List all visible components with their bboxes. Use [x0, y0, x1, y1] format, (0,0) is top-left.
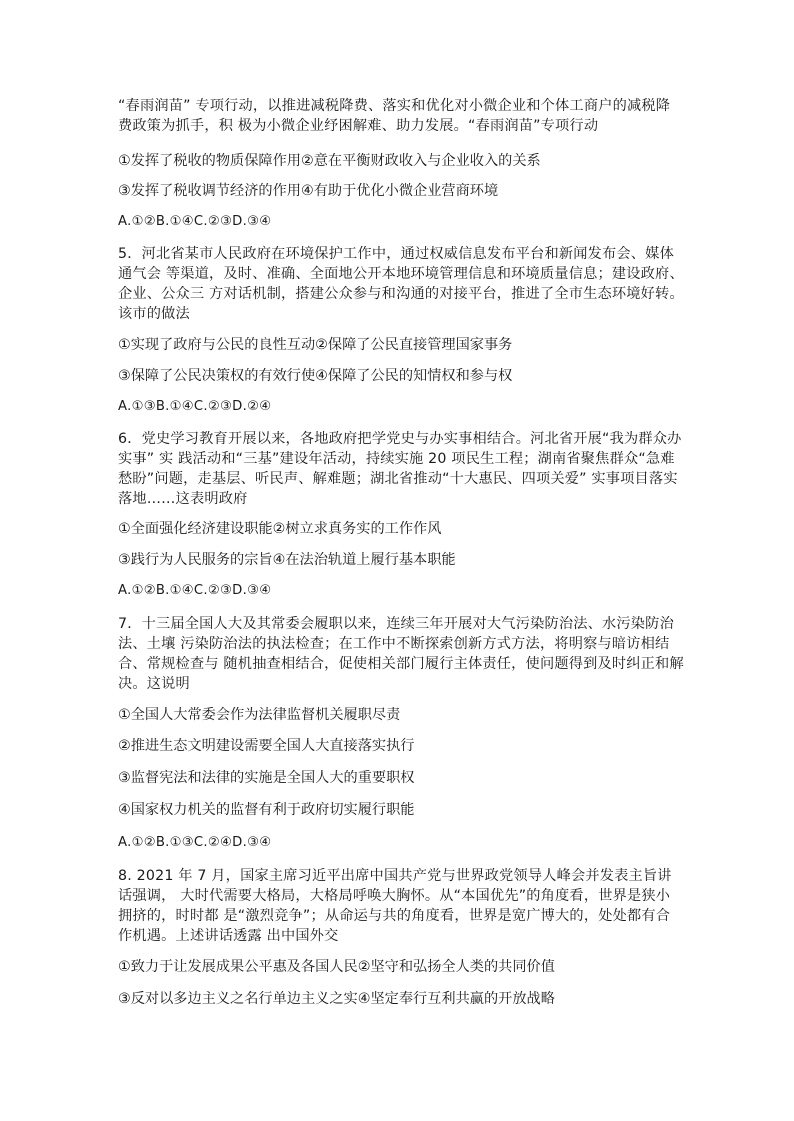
question-6-options-1-2: ①全面强化经济建设职能②树立求真务实的工作作风 [118, 521, 442, 537]
question-6 [118, 429, 684, 509]
question-7-option-4: ④国家权力机关的监督有利于政府切实履行职能 [118, 802, 415, 818]
question-7-answer-choices: A.①②B.①③C.②④D.③④ [118, 835, 272, 850]
question-8-options-1-2: ①致力于让发展成果公平惠及各国人民②坚守和弘扬全人类的共同价值 [118, 959, 555, 975]
question-7-option-1: ①全国人大常委会作为法律监督机关履职尽责 [118, 707, 401, 723]
question-5-options-3-4: ③保障了公民决策权的有效行使④保障了公民的知情权和参与权 [118, 368, 513, 384]
question-5-answer-choices: A.①③B.①④C.②③D.②④ [118, 399, 272, 414]
question-6-stem: 6．党史学习教育开展以来，各地政府把学党史与办实事相结合。河北省开展“我为群众办实事” 实 践活动和“三基”建设年活动，持续实施 20 项民生工程；湖南省聚焦群众“急难愁盼”问题，走基层、听民声、解难题；湖北省推动“十大惠民、四项关爱” 实事项目落实落地……这表明政府 [118, 431, 682, 507]
question-5-options-1-2: ①实现了政府与公民的良性互动②保障了公民直接管理国家事务 [118, 337, 513, 353]
question-4-stem: “春雨润苗” 专项行动，以推进减税降费、落实和优化对小微企业和个体工商户的减税降费政策为抓手，积 极为小微企业纾困解难、助力发展。“春雨润苗”专项行动 [118, 98, 671, 134]
question-4-options-1-2: ①发挥了税收的物质保障作用②意在平衡财政收入与企业收入的关系 [118, 153, 541, 169]
question-4-options-3-4: ③发挥了税收调节经济的作用④有助于优化小微企业营商环境 [118, 183, 499, 199]
question-8-stem: 8. 2021 年 7 月，国家主席习近平出席中国共产党与世界政党领导人峰会并发表主旨讲话强调， 大时代需要大格局，大格局呼唤大胸怀。从“本国优先”的角度看，世界是狭小拥挤的，时时都 是“激烈竞争”；从命运与共的角度看，世界是宽广博大的，处处都有合作机遇。上述讲话透露 出中国外交 [118, 868, 672, 944]
question-5 [118, 244, 684, 324]
question-4-answer-choices: A.①②B.①④C.②③D.③④ [118, 214, 272, 229]
question-8 [118, 866, 684, 946]
question-7 [118, 614, 684, 694]
question-4 [118, 96, 684, 136]
question-8-options-3-4: ③反对以多边主义之名行单边主义之实④坚定奉行互利共赢的开放战略 [118, 991, 555, 1007]
question-7-option-2: ②推进生态文明建设需要全国人大直接落实执行 [118, 738, 415, 754]
question-5-stem: 5．河北省某市人民政府在环境保护工作中，通过权威信息发布平台和新闻发布会、媒体通气会 等渠道，及时、准确、全面地公开本地环境管理信息和环境质量信息；建设政府、企业、公众三 方对话机制，搭建公众参与和沟通的对接平台，推进了全市生态环境好转。该市的做法 [118, 246, 684, 322]
question-6-options-3-4: ③践行为人民服务的宗旨④在法治轨道上履行基本职能 [118, 552, 456, 568]
question-7-stem: 7．十三届全国人大及其常委会履职以来，连续三年开展对大气污染防治法、水污染防治法、土壤 污染防治法的执法检查；在工作中不断探索创新方式方法，将明察与暗访相结合、常规检查与 随机抽查相结合，促使相关部门履行主体责任，使问题得到及时纠正和解决。这说明 [118, 616, 684, 692]
question-7-option-3: ③监督宪法和法律的实施是全国人大的重要职权 [118, 770, 415, 786]
question-6-answer-choices: A.①②B.①④C.②③D.③④ [118, 583, 272, 598]
